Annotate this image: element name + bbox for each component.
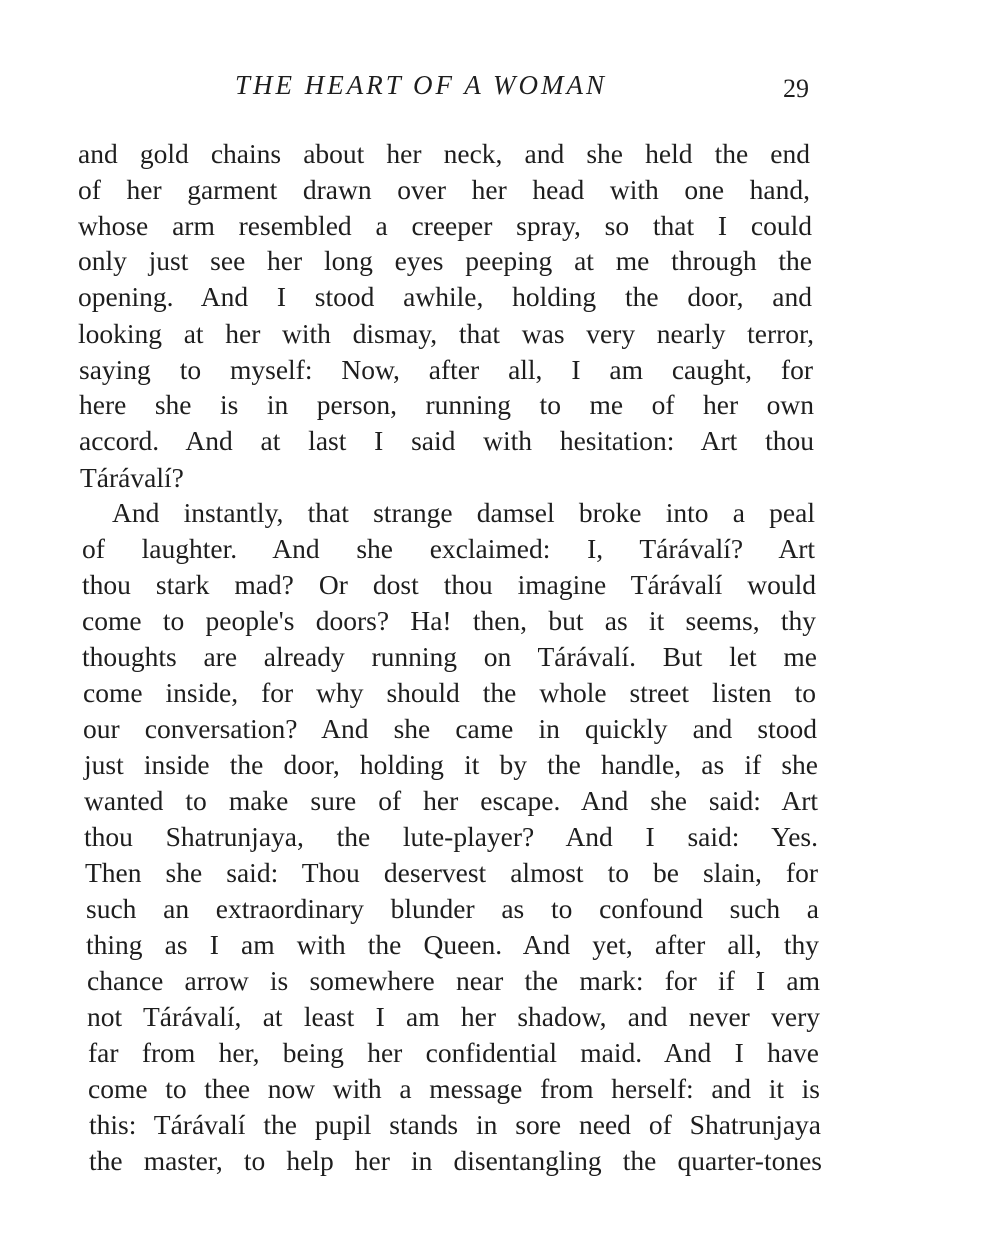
text-line: of her garment drawn over her head with one hand, xyxy=(78,174,810,205)
text-line: saying to myself: Now, after all, I am caught, for xyxy=(79,354,813,385)
text-line: not Tárávalí, at least I am her shadow, and never very xyxy=(87,1001,820,1032)
text-line: opening. And I stood awhile, holding the door, and xyxy=(78,281,812,312)
text-line: accord. And at last I said with hesitation: Art thou xyxy=(79,425,814,456)
text-line: far from her, being her confidential maid. And I have xyxy=(88,1037,819,1068)
text-line: our conversation? And she came in quickly and stood xyxy=(83,713,817,744)
text-line: come to thee now with a message from herself: and it is xyxy=(88,1073,820,1104)
text-line: chance arrow is somewhere near the mark: for if I am xyxy=(87,965,820,996)
text-line: thou stark mad? Or dost thou imagine Tárávalí would xyxy=(82,569,816,600)
text-line: of laughter. And she exclaimed: I, Tárávalí? Art xyxy=(82,533,815,564)
text-line: the master, to help her in disentangling the quarter-tones xyxy=(89,1145,822,1176)
page-number: 29 xyxy=(783,74,809,103)
text-line: come inside, for why should the whole street listen to xyxy=(83,677,816,708)
text-line: come to people's doors? Ha! then, but as it seems, thy xyxy=(82,605,816,636)
text-line: this: Tárávalí the pupil stands in sore need of Shatrunjaya xyxy=(89,1109,821,1140)
text-line: and gold chains about her neck, and she held the end xyxy=(78,138,810,169)
text-line: such an extraordinary blunder as to confound such a xyxy=(86,893,819,924)
running-title: THE HEART OF A WOMAN xyxy=(235,70,608,100)
text-line: looking at her with dismay, that was very nearly terror, xyxy=(78,318,814,349)
text-line: thou Shatrunjaya, the lute-player? And I said: Yes. xyxy=(84,821,818,852)
text-line: Tárávalí? xyxy=(80,462,184,493)
text-line: only just see her long eyes peeping at me through the xyxy=(78,245,812,276)
text-line: just inside the door, holding it by the handle, as if she xyxy=(84,749,818,780)
text-line: Then she said: Thou deservest almost to be slain, for xyxy=(85,857,818,888)
text-line: whose arm resembled a creeper spray, so that I could xyxy=(78,210,812,241)
text-line: thing as I am with the Queen. And yet, after all, thy xyxy=(86,929,819,960)
text-line: here she is in person, running to me of her own xyxy=(79,389,814,420)
text-line: And instantly, that strange damsel broke into a peal xyxy=(112,497,815,528)
text-line: wanted to make sure of her escape. And she said: Art xyxy=(84,785,818,816)
text-line: thoughts are already running on Tárávalí. But let me xyxy=(82,641,817,672)
